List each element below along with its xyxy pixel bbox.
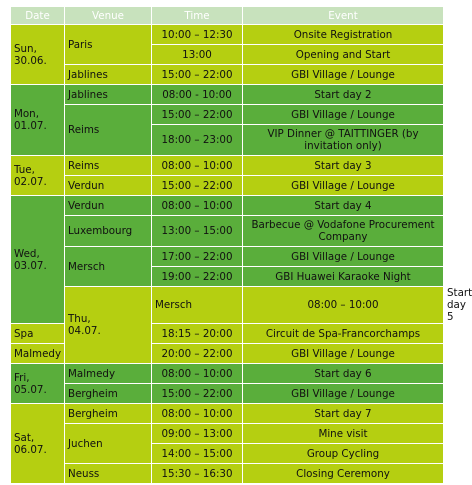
event-cell: Barbecue @ Vodafone Procurement Company	[243, 216, 444, 247]
event-cell: Start day 6	[243, 364, 444, 384]
venue-cell: Bergheim	[65, 404, 152, 424]
time-cell: 08:00 – 10:00	[152, 196, 243, 216]
venue-cell: Jablines	[65, 85, 152, 105]
table-row: Thu, 04.07. Mersch 08:00 – 10:00 Start day 5	[11, 287, 444, 324]
header-event: Event	[243, 7, 444, 25]
time-cell: 15:00 – 22:00	[152, 65, 243, 85]
time-cell: 08:00 - 10:00	[152, 85, 243, 105]
header-row	[11, 7, 444, 25]
time-cell: 08:00 – 10:00	[152, 404, 243, 424]
time-cell: 13:00	[152, 45, 243, 65]
event-cell: Start day 3	[243, 156, 444, 176]
venue-cell: Malmedy	[11, 344, 65, 364]
event-cell: VIP Dinner @ TAITTINGER (by invitation only)	[243, 125, 444, 156]
header-date: Date	[11, 7, 65, 25]
table-row	[11, 404, 444, 424]
event-cell: Opening and Start	[243, 45, 444, 65]
time-cell: 14:00 – 15:00	[152, 444, 243, 464]
event-cell: Closing Ceremony	[243, 464, 444, 484]
table-row	[11, 156, 444, 176]
event-cell: GBI Village / Lounge	[243, 344, 444, 364]
table-row	[11, 364, 444, 384]
table-row	[11, 247, 444, 267]
header-venue: Venue	[65, 7, 152, 25]
time-cell: 15:00 – 22:00	[152, 176, 243, 196]
time-cell: 08:00 – 10:00	[243, 287, 444, 324]
time-cell: 18:00 – 23:00	[152, 125, 243, 156]
time-cell: 19:00 – 22:00	[152, 267, 243, 287]
day-date: Sun, 30.06.	[11, 25, 65, 85]
day-date: Sat, 06.07.	[11, 404, 65, 484]
table-row	[11, 85, 444, 105]
time-cell: 10:00 – 12:30	[152, 25, 243, 45]
table-row	[11, 25, 444, 45]
venue-cell: Mersch	[152, 287, 243, 324]
event-cell: Start day 4	[243, 196, 444, 216]
venue-cell: Malmedy	[65, 364, 152, 384]
time-cell: 08:00 – 10:00	[152, 156, 243, 176]
time-cell: 15:00 – 22:00	[152, 384, 243, 404]
venue-cell: Reims	[65, 105, 152, 156]
venue-cell: Verdun	[65, 196, 152, 216]
table-row	[11, 424, 444, 444]
event-cell: GBI Village / Lounge	[243, 247, 444, 267]
event-cell: GBI Village / Lounge	[243, 65, 444, 85]
table-row	[11, 464, 444, 484]
time-cell: 17:00 – 22:00	[152, 247, 243, 267]
venue-cell: Jablines	[65, 65, 152, 85]
header-time: Time	[152, 7, 243, 25]
time-cell: 15:30 – 16:30	[152, 464, 243, 484]
table-row	[11, 196, 444, 216]
event-cell: GBI Village / Lounge	[243, 105, 444, 125]
venue-cell: Luxembourg	[65, 216, 152, 247]
table-row	[11, 384, 444, 404]
time-cell: 15:00 – 22:00	[152, 105, 243, 125]
event-cell: Circuit de Spa-Francorchamps	[243, 324, 444, 344]
time-cell: 09:00 – 13:00	[152, 424, 243, 444]
venue-cell: Reims	[65, 156, 152, 176]
table-row	[11, 176, 444, 196]
day-date: Mon, 01.07.	[11, 85, 65, 156]
event-cell: Mine visit	[243, 424, 444, 444]
event-cell: GBI Huawei Karaoke Night	[243, 267, 444, 287]
venue-cell: Spa	[11, 324, 65, 344]
venue-cell: Juchen	[65, 424, 152, 464]
table-row	[11, 105, 444, 125]
table-row	[11, 216, 444, 247]
time-cell: 18:15 – 20:00	[152, 324, 243, 344]
day-date: Wed, 03.07.	[11, 196, 65, 324]
event-cell: GBI Village / Lounge	[243, 176, 444, 196]
day-date: Fri, 05.07.	[11, 364, 65, 404]
table-row	[11, 65, 444, 85]
event-cell: Start day 2	[243, 85, 444, 105]
day-date: Tue, 02.07.	[11, 156, 65, 196]
time-cell: 08:00 – 10:00	[152, 364, 243, 384]
time-cell: 20:00 – 22:00	[152, 344, 243, 364]
day-date: Thu, 04.07.	[65, 287, 152, 364]
venue-cell: Paris	[65, 25, 152, 65]
venue-cell: Verdun	[65, 176, 152, 196]
event-cell: Group Cycling	[243, 444, 444, 464]
schedule-table	[10, 6, 472, 484]
event-cell: GBI Village / Lounge	[243, 384, 444, 404]
venue-cell: Neuss	[65, 464, 152, 484]
venue-cell: Mersch	[65, 247, 152, 287]
event-cell: Onsite Registration	[243, 25, 444, 45]
time-cell: 13:00 – 15:00	[152, 216, 243, 247]
venue-cell: Bergheim	[65, 384, 152, 404]
event-cell: Start day 7	[243, 404, 444, 424]
